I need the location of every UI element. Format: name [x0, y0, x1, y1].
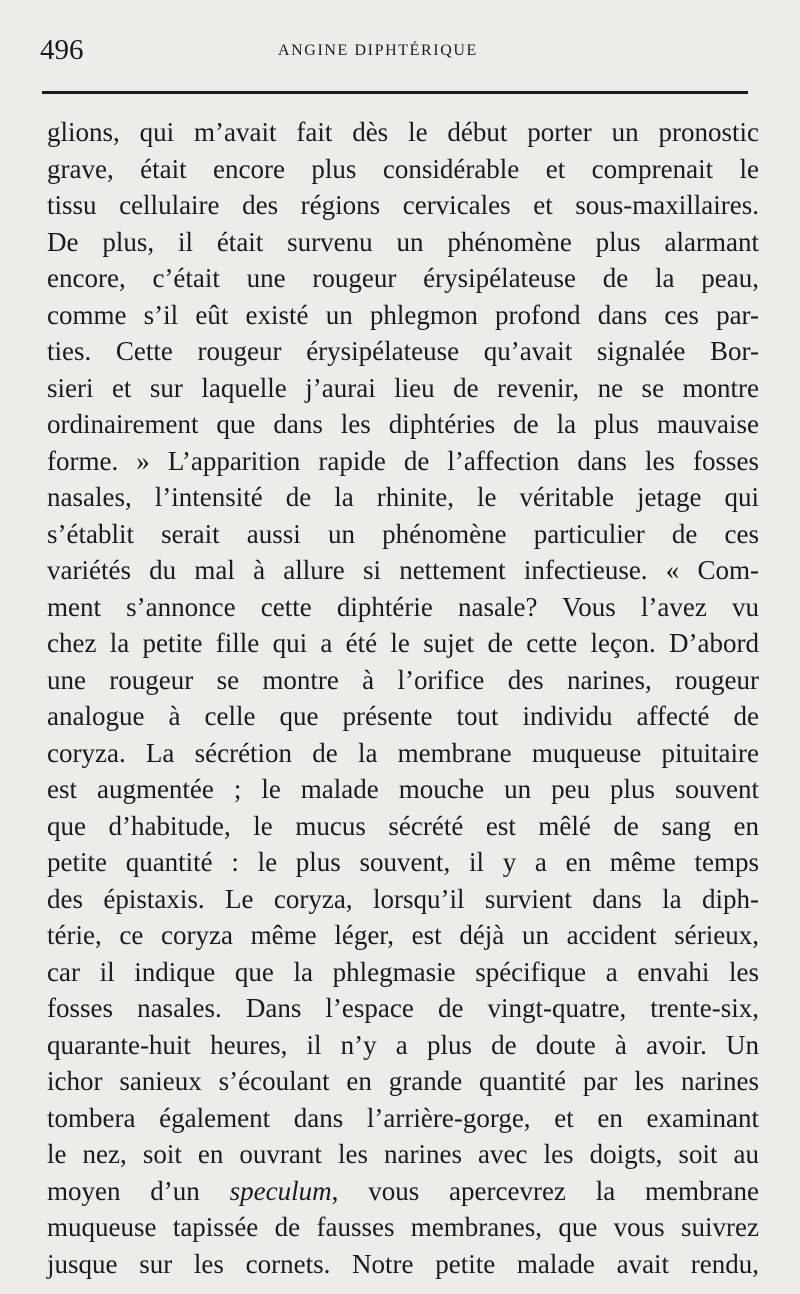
text-line: une rougeur se montre à l’orifice des narines, rougeur	[47, 664, 759, 695]
page-number: 496	[40, 34, 84, 66]
text-segment: , vous apercevrez la membrane	[331, 1175, 760, 1206]
text-line: quarante-huit heures, il n’y a plus de doute à avoir. Un	[47, 1029, 759, 1060]
text-line: encore, c’était une rougeur érysipélateuse de la peau,	[47, 263, 759, 293]
text-line: nasales, l’intensité de la rhinite, le véritable jetage qui	[47, 482, 759, 512]
page-header	[40, 32, 750, 72]
text-line: glions, qui m’avait fait dès le début porter un pronostic	[47, 117, 759, 147]
text-line: forme. » L’apparition rapide de l’affection dans les fosses	[47, 445, 759, 476]
text-line: variétés du mal à allure si nettement infectieuse. « Com-	[47, 555, 759, 585]
text-line: ichor sanieux s’écoulant en grande quantité par les narines	[47, 1066, 759, 1096]
text-line: car il indique que la phlegmasie spécifique a envahi les	[47, 956, 759, 987]
text-line: muqueuse tapissée de fausses membranes, que vous suivrez	[47, 1212, 759, 1242]
text-line: analogue à celle que présente tout individu affecté de	[47, 701, 759, 731]
running-title: ANGINE DIPHTÉRIQUE	[278, 42, 478, 59]
text-line: jusque sur les cornets. Notre petite malade avait rendu,	[47, 1248, 759, 1279]
text-line: des épistaxis. Le coryza, lorsqu’il survient dans la diph-	[47, 883, 759, 914]
text-line: le nez, soit en ouvrant les narines avec les doigts, soit au	[47, 1139, 759, 1169]
text-line: tissu cellulaire des régions cervicales et sous-maxillaires.	[47, 190, 759, 220]
text-line: petite quantité : le plus souvent, il y a en même temps	[47, 847, 759, 877]
text-line: est augmentée ; le malade mouche un peu plus souvent	[47, 774, 759, 804]
text-segment: moyen d’un	[47, 1175, 230, 1206]
text-line: ties. Cette rougeur érysipélateuse qu’avait signalée Bor-	[47, 336, 759, 366]
text-line: s’établit serait aussi un phénomène particulier de ces	[47, 518, 759, 549]
text-line: sieri et sur laquelle j’aurai lieu de revenir, ne se montre	[47, 372, 759, 403]
header-rule	[42, 91, 748, 94]
text-line: comme s’il eût existé un phlegmon profond dans ces par-	[47, 299, 759, 330]
text-line: que d’habitude, le mucus sécrété est mêlé de sang en	[47, 810, 759, 841]
text-line: De plus, il était survenu un phénomène plus alarmant	[47, 226, 759, 257]
text-line-speculum	[47, 1173, 759, 1210]
text-line: térie, ce coryza même léger, est déjà un accident sérieux,	[47, 920, 759, 950]
text-line: grave, était encore plus considérable et comprenait le	[47, 153, 759, 184]
text-line: ment s’annonce cette diphtérie nasale? Vous l’avez vu	[47, 591, 759, 622]
text-line: chez la petite fille qui a été le sujet de cette leçon. D’abord	[47, 628, 759, 658]
text-line: coryza. La sécrétion de la membrane muqueuse pituitaire	[47, 737, 759, 768]
text-line: fosses nasales. Dans l’espace de vingt-quatre, trente-six,	[47, 993, 759, 1023]
body-text	[47, 114, 759, 1282]
italic-term: speculum	[229, 1175, 332, 1206]
text-line: tombera également dans l’arrière-gorge, et en examinant	[47, 1102, 759, 1133]
text-line: ordinairement que dans les diphtéries de la plus mauvaise	[47, 409, 759, 439]
